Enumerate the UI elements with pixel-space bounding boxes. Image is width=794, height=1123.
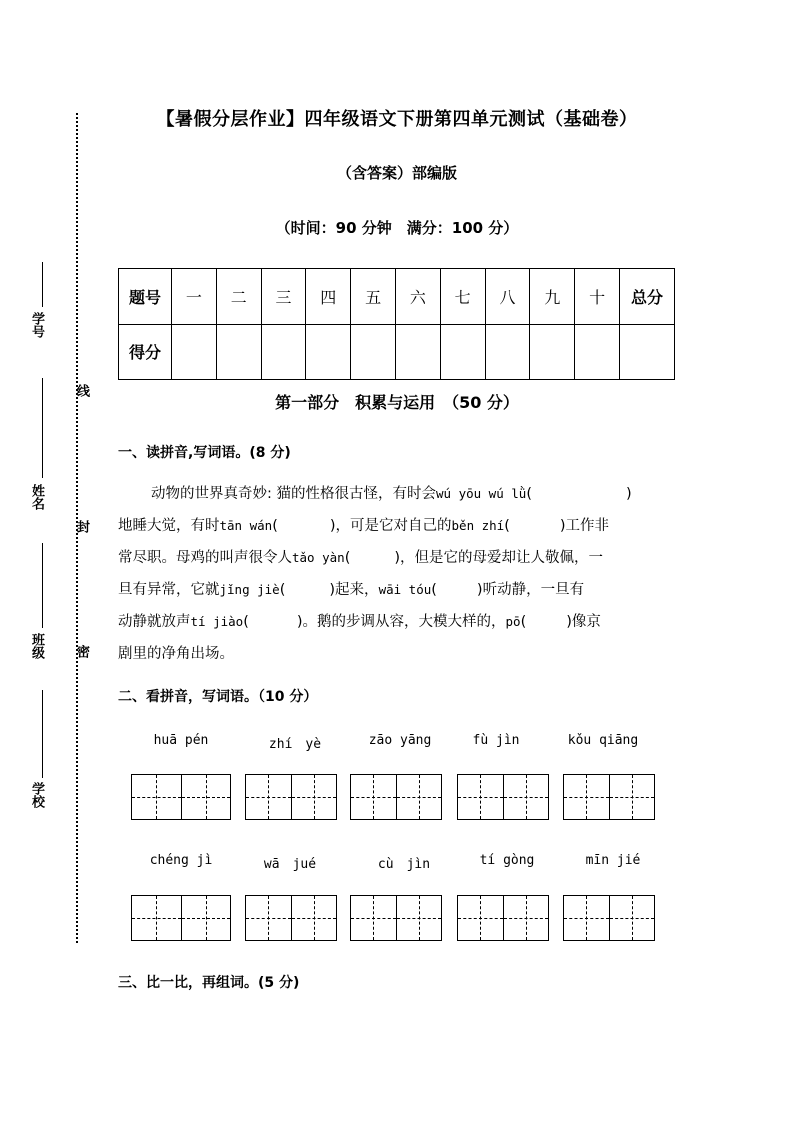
page-title: 【暑假分层作业】四年级语文下册第四单元测试（基础卷） xyxy=(156,109,638,130)
table-cell: 得分 xyxy=(119,324,172,380)
table-cell: 二 xyxy=(216,269,261,325)
part1-title: 第一部分 积累与运用 （50 分） xyxy=(275,393,519,412)
pinyin-label: kǒu qiāng xyxy=(567,733,639,748)
q1-line: 剧里的净角出场。 xyxy=(118,646,234,662)
q1-line: 动静就放声tí jiào( )。鹅的步调从容，大模大样的，pō( )像京 xyxy=(118,614,601,630)
q1-line: 常尽职。母鸡的叫声很令人tǎo yàn( )，但是它的母爱却让人敬佩，一 xyxy=(118,550,604,566)
writing-box[interactable] xyxy=(457,774,549,820)
binding-char-feng: 封 xyxy=(74,520,89,533)
q1-title: 一、读拼音,写词语。(8 分) xyxy=(118,445,291,461)
writing-box[interactable] xyxy=(131,774,231,820)
student-id-line xyxy=(42,262,43,307)
pinyin-label: huā pén xyxy=(153,733,209,748)
table-cell: 题号 xyxy=(119,269,172,325)
table-cell: 七 xyxy=(440,269,485,325)
table-cell: 六 xyxy=(395,269,440,325)
pinyin-label: zhí yè xyxy=(268,737,322,752)
score-input-cell[interactable] xyxy=(216,324,261,380)
writing-box[interactable] xyxy=(563,895,655,941)
score-input-cell[interactable] xyxy=(395,324,440,380)
q1-line: 旦有异常，它就jǐng jiè( )起来，wāi tóu( )听动静，一旦有 xyxy=(118,582,585,598)
pinyin-label: cù jìn xyxy=(377,857,431,872)
score-input-cell[interactable] xyxy=(575,324,620,380)
score-input-cell[interactable] xyxy=(440,324,485,380)
score-input-cell[interactable] xyxy=(261,324,306,380)
writing-box[interactable] xyxy=(245,895,337,941)
margin-label-class: 班级 xyxy=(29,633,44,659)
writing-box[interactable] xyxy=(350,895,442,941)
pinyin-label: zāo yāng xyxy=(368,733,432,748)
writing-box[interactable] xyxy=(131,895,231,941)
binding-char-xian: 线 xyxy=(74,384,89,397)
writing-box[interactable] xyxy=(245,774,337,820)
margin-label-name: 姓名 xyxy=(29,484,44,510)
table-cell: 总分 xyxy=(620,269,675,325)
q1-line: 地睡大觉，有时tān wán( )，可是它对自己的běn zhí( )工作非 xyxy=(118,518,610,534)
pinyin-label: tí gòng xyxy=(479,853,535,868)
pinyin-label: mīn jié xyxy=(585,853,641,868)
table-cell: 十 xyxy=(575,269,620,325)
score-table-score-row xyxy=(119,324,675,380)
table-cell: 九 xyxy=(530,269,575,325)
table-cell: 四 xyxy=(306,269,351,325)
class-line xyxy=(42,543,43,628)
pinyin-label: chéng jì xyxy=(149,853,213,868)
score-input-cell[interactable] xyxy=(485,324,530,380)
table-cell: 八 xyxy=(485,269,530,325)
table-cell: 三 xyxy=(261,269,306,325)
score-input-cell[interactable] xyxy=(530,324,575,380)
binding-char-mi: 密 xyxy=(74,645,89,658)
score-table-header-row xyxy=(119,269,675,325)
score-input-cell[interactable] xyxy=(306,324,351,380)
score-table xyxy=(118,268,675,380)
time-score-info: （时间：90 分钟 满分：100 分） xyxy=(275,219,519,237)
writing-box[interactable] xyxy=(563,774,655,820)
table-cell: 一 xyxy=(172,269,217,325)
q3-title: 三、比一比，再组词。(5 分) xyxy=(118,975,300,991)
score-input-cell[interactable] xyxy=(172,324,217,380)
q2-title: 二、看拼音，写词语。（10 分） xyxy=(118,689,318,705)
q1-line: 动物的世界真奇妙: 猫的性格很古怪，有时会wú yōu wú lǜ( ) xyxy=(151,486,632,502)
score-input-cell[interactable] xyxy=(351,324,396,380)
pinyin-label: fù jìn xyxy=(472,733,520,748)
writing-box[interactable] xyxy=(457,895,549,941)
q1-paragraph xyxy=(118,478,675,670)
score-input-cell[interactable] xyxy=(620,324,675,380)
school-line xyxy=(42,690,43,778)
margin-label-school: 学校 xyxy=(29,782,44,808)
margin-label-student-id: 学号 xyxy=(29,312,44,338)
table-cell: 五 xyxy=(351,269,396,325)
writing-box[interactable] xyxy=(350,774,442,820)
pinyin-label: wā jué xyxy=(263,857,317,872)
page-subtitle: （含答案）部编版 xyxy=(336,164,457,182)
